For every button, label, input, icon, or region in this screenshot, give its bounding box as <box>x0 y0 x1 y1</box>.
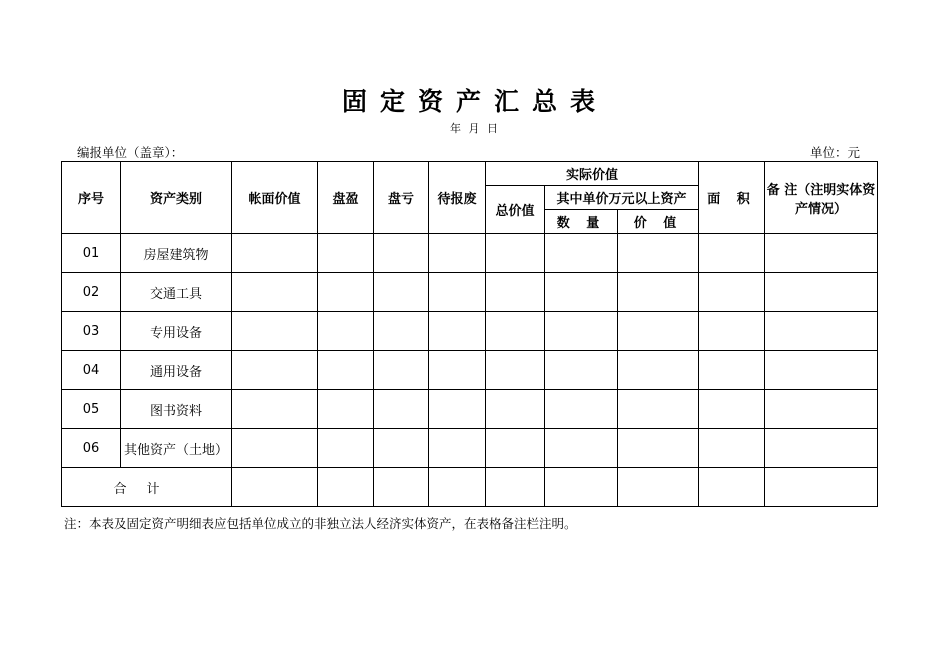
header-book-value: 帐面价值 <box>232 162 318 234</box>
row-category: 图书资料 <box>121 390 232 429</box>
page-title: 固定资产汇总表 <box>341 87 608 116</box>
total-row <box>62 468 878 507</box>
row-category: 通用设备 <box>121 351 232 390</box>
total-label: 合计 <box>62 468 232 507</box>
header-quantity: 数 量 <box>545 210 618 234</box>
header-loss: 盘亏 <box>374 162 429 234</box>
header-seq: 序号 <box>62 162 121 234</box>
asset-summary-table <box>61 161 878 507</box>
row-seq: 03 <box>62 312 121 351</box>
row-category: 其他资产（土地） <box>121 429 232 468</box>
table-row <box>62 429 878 468</box>
header-pending-scrap: 待报废 <box>429 162 486 234</box>
row-seq: 05 <box>62 390 121 429</box>
table-row <box>62 312 878 351</box>
row-category: 交通工具 <box>121 273 232 312</box>
table-row <box>62 390 878 429</box>
row-seq: 04 <box>62 351 121 390</box>
row-seq: 01 <box>62 234 121 273</box>
row-seq: 06 <box>62 429 121 468</box>
date-line: 年 月 日 <box>450 122 500 135</box>
header-surplus: 盘盈 <box>318 162 374 234</box>
currency-unit-label: 单位：元 <box>810 145 861 160</box>
table-row <box>62 273 878 312</box>
reporting-unit-label: 编报单位（盖章）： <box>77 145 184 160</box>
table-row <box>62 234 878 273</box>
row-seq: 02 <box>62 273 121 312</box>
table-row <box>62 351 878 390</box>
header-area: 面 积 <box>699 162 765 234</box>
row-category: 房屋建筑物 <box>121 234 232 273</box>
row-category: 专用设备 <box>121 312 232 351</box>
header-category: 资产类别 <box>121 162 232 234</box>
header-remarks: 备 注（注明实体资产情况） <box>765 162 878 234</box>
header-actual-value: 实际价值 <box>486 162 699 186</box>
header-above-10k: 其中单价万元以上资产 <box>545 186 699 210</box>
footnote: 注：本表及固定资产明细表应包括单位成立的非独立法人经济实体资产，在表格备注栏注明。 <box>64 516 577 531</box>
header-total-value: 总价值 <box>486 186 545 234</box>
header-price: 价 值 <box>618 210 699 234</box>
